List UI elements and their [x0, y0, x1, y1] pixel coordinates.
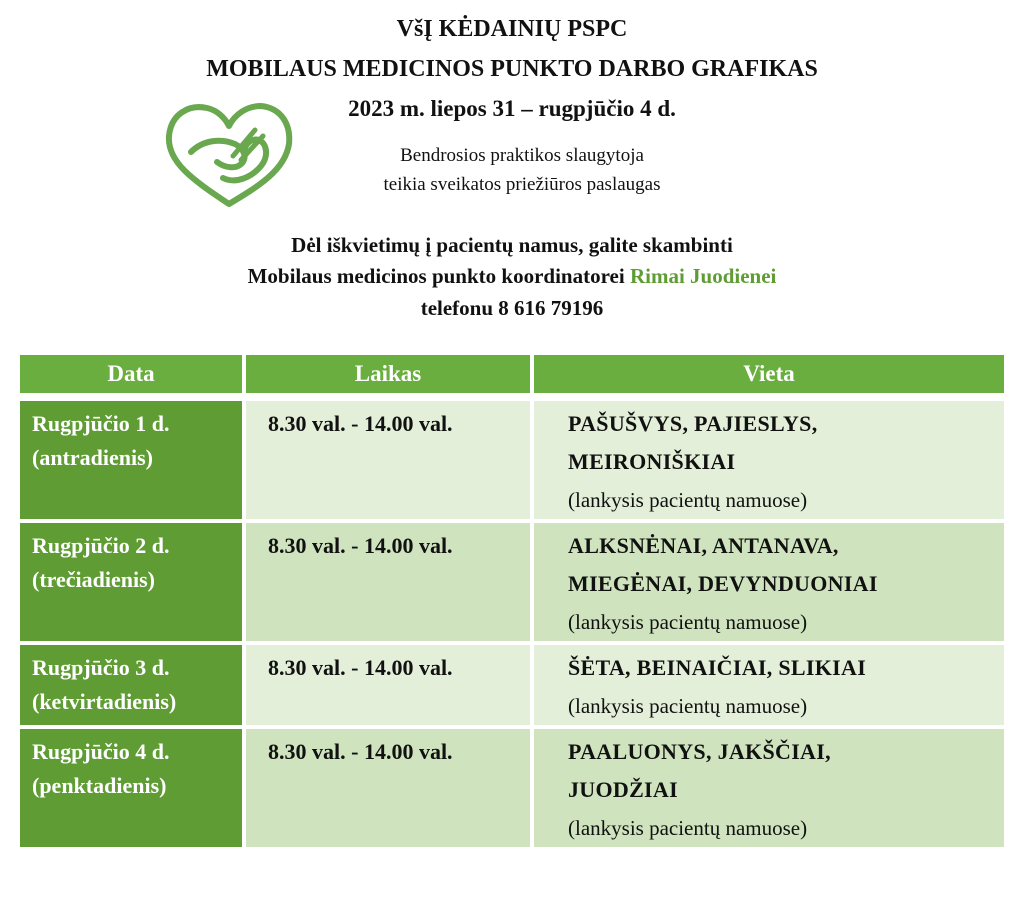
date-label: Rugpjūčio 3 d.	[32, 655, 170, 680]
place-cell	[532, 727, 1004, 849]
time-cell: 8.30 val. - 14.00 val.	[244, 397, 532, 521]
places-line: PAALUONYS, JAKŠČIAI,	[568, 739, 831, 764]
contact-phone: telefonu 8 616 79196	[420, 296, 604, 320]
place-cell	[532, 397, 1004, 521]
document-title: MOBILAUS MEDICINOS PUNKTO DARBO GRAFIKAS	[206, 56, 818, 82]
visit-note: (lankysis pacientų namuose)	[568, 488, 808, 512]
table-row	[20, 727, 1004, 849]
table-row	[20, 521, 1004, 643]
date-cell	[20, 727, 244, 849]
place-cell	[532, 521, 1004, 643]
column-header-place: Vieta	[532, 355, 1004, 397]
visit-note: (lankysis pacientų namuose)	[568, 610, 808, 634]
weekday-label: (antradienis)	[32, 445, 153, 470]
contact-line-2-prefix: Mobilaus medicinos punkto koordinatorei	[247, 264, 630, 288]
table-row	[20, 643, 1004, 727]
places-line: ALKSNĖNAI, ANTANAVA,	[568, 533, 839, 558]
org-name: VšĮ KĖDAINIŲ PSPC	[396, 16, 628, 42]
date-label: Rugpjūčio 2 d.	[32, 533, 170, 558]
places-line: MIEGĖNAI, DEVYNDUONIAI	[568, 571, 878, 596]
time-cell: 8.30 val. - 14.00 val.	[244, 727, 532, 849]
places-line: ŠĖTA, BEINAIČIAI, SLIKIAI	[568, 655, 867, 680]
contact-line-2	[0, 264, 1024, 289]
places-line: PAŠUŠVYS, PAJIESLYS,	[568, 411, 818, 436]
date-cell	[20, 397, 244, 521]
schedule-table	[20, 355, 1004, 851]
date-cell	[20, 521, 244, 643]
weekday-label: (trečiadienis)	[32, 567, 156, 592]
weekday-label: (penktadienis)	[32, 773, 167, 798]
period: 2023 m. liepos 31 – rugpjūčio 4 d.	[348, 96, 676, 121]
coordinator-name: Rimai Juodienei	[629, 264, 777, 288]
subtitle-line-2: teikia sveikatos priežiūros paslaugas	[383, 174, 661, 195]
heart-hands-icon	[163, 100, 295, 210]
date-cell	[20, 643, 244, 727]
weekday-label: (ketvirtadienis)	[32, 689, 177, 714]
places-line: MEIRONIŠKIAI	[568, 449, 736, 474]
table-header-row	[20, 355, 1004, 397]
date-label: Rugpjūčio 4 d.	[32, 739, 170, 764]
visit-note: (lankysis pacientų namuose)	[568, 816, 808, 840]
places-line: JUODŽIAI	[568, 777, 678, 802]
place-cell	[532, 643, 1004, 727]
date-label: Rugpjūčio 1 d.	[32, 411, 170, 436]
column-header-time: Laikas	[244, 355, 532, 397]
column-header-date: Data	[20, 355, 244, 397]
time-cell: 8.30 val. - 14.00 val.	[244, 521, 532, 643]
time-cell: 8.30 val. - 14.00 val.	[244, 643, 532, 727]
visit-note: (lankysis pacientų namuose)	[568, 694, 808, 718]
subtitle-line-1: Bendrosios praktikos slaugytoja	[400, 145, 644, 166]
contact-line-1: Dėl iškvietimų į pacientų namus, galite skambinti	[291, 233, 733, 257]
table-row	[20, 397, 1004, 521]
